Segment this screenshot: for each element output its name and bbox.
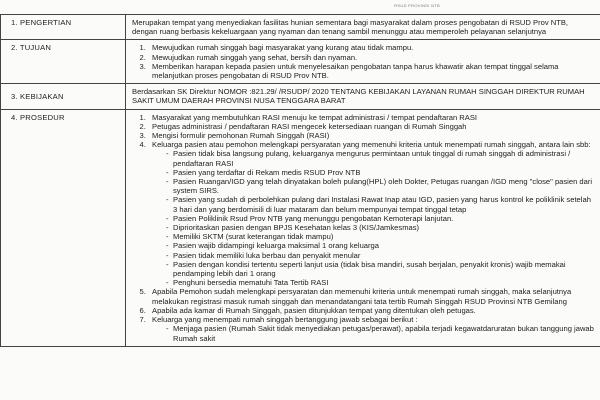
pengertian-text: Merupakan tempat yang menyediakan fasilitas hunian sementara bagi masyarakat dalam proses pengobatan di RSUD Prov NTB, dengan ruang berbasis kekeluargaan yang nyaman dan tenang sambil menunggu atau memperoleh pelayanan selanjutnya: [132, 18, 569, 37]
responsibility-item: - Menjaga pasien (Rumah Sakit tidak menyediakan petugas/perawat), apabila terjadi kegawatdaruratan bukan tanggung jawab Rumah sakit: [166, 324, 595, 342]
prosedur-item-text: Mengisi formulir pemohonan Rumah Singgah (RASI): [152, 131, 330, 141]
prosedur-item-text: Petugas administrasi / pendaftaran RASI mengecek ketersediaan ruangan di Rumah Singgah: [152, 121, 467, 131]
row-tujuan: [1, 40, 600, 84]
criteria-item: - Pasien Poliklinik Rsud Prov NTB yang menunggu pengobatan Kemoterapi lanjutan.: [166, 214, 595, 223]
prosedur-item-text: Masyarakat yang membutuhkan RASI menuju ke tempat administrasi / tempat pendaftaran RASI: [152, 112, 478, 122]
criteria-item: - Pasien tidak bisa langsung pulang, keluarganya mengurus permintaan untuk tinggal di rumah singgah di administrasi / pendaftaran RASI: [166, 149, 595, 167]
prosedur-item-text: Apabila Pemohon sudah melengkapi persyaratan dan memenuhi kriteria untuk menempati rumah singgah, maka selanjutnya melakukan registrasi masuk rumah singgah dan menandatangani tata tertib Rumah Singgah RSUD Provinsi NTB Gemilang: [152, 287, 572, 306]
prosedur-item: [148, 131, 595, 140]
prosedur-item: [148, 113, 595, 122]
label-cell-kebijakan: [1, 84, 126, 109]
prosedur-item-text: Apabila ada kamar di Rumah Singgah, pasien ditunjukkan tempat yang ditentukan oleh petugas.: [152, 305, 476, 315]
content-cell-kebijakan: [126, 84, 600, 109]
prosedur-item-text: Keluarga pasien atau pemohon melengkapi persyaratan yang memenuhi kriteria untuk menempati rumah singgah, antara lain sbb:: [152, 140, 591, 150]
criteria-item: - Memiliki SKTM (surat keterangan tidak mampu): [166, 232, 595, 241]
row-prosedur: [1, 109, 600, 346]
row-pengertian: [1, 15, 600, 40]
tujuan-item: 2. Mewujudkan rumah singgah yang sehat, bersih dan nyaman.: [148, 53, 595, 62]
prosedur-item: [148, 140, 595, 287]
criteria-item: - Diprioritaskan pasien dengan BPJS Kesehatan kelas 3 (KIS/Jamkesmas): [166, 223, 595, 232]
content-cell-pengertian: [126, 15, 600, 40]
row-label-tujuan: 2. TUJUAN: [11, 43, 52, 53]
label-cell-prosedur: [1, 109, 126, 346]
content-cell-tujuan: [126, 40, 600, 84]
row-kebijakan: [1, 84, 600, 109]
content-cell-prosedur: [126, 109, 600, 346]
document-header: [0, 0, 600, 15]
criteria-item: - Pasien tidak memiliki luka berbau dan penyakit menular: [166, 251, 595, 260]
prosedur-item-text: Keluarga yang menempati rumah singgah bertanggung jawab sebagai berikut :: [152, 315, 418, 325]
tujuan-item: 1. Mewujudkan rumah singgah bagi masyarakat yang kurang atau tidak mampu.: [148, 43, 595, 52]
prosedur-item: [148, 306, 595, 315]
prosedur-item: [148, 287, 595, 305]
criteria-item: - Pasien dengan kondisi tertentu seperti lanjut usia (tidak bisa mandiri, susah berjalan, penyakit kronis) wajib memakai pendamping lebih dari 1 orang: [166, 260, 595, 278]
criteria-item: - Pasien yang terdaftar di Rekam medis RSUD Prov NTB: [166, 168, 595, 177]
kebijakan-text: Berdasarkan SK Direktur NOMOR :821.29/ /RSUDP/ 2020 TENTANG KEBIJAKAN LAYANAN RUMAH SINGGAH DIREKTUR RUMAH SAKIT UMUM DAERAH PROVINSI NUSA TENGGARA BARAT: [132, 87, 585, 106]
row-label-prosedur: 4. PROSEDUR: [11, 112, 65, 122]
sop-table: [0, 14, 600, 347]
label-cell-pengertian: [1, 15, 126, 40]
row-label-kebijakan: 3. KEBIJAKAN: [11, 91, 64, 101]
tujuan-list: [132, 43, 595, 80]
label-cell-tujuan: [1, 40, 126, 84]
criteria-item: - Pasien Ruangan/IGD yang telah dinyatakan boleh pulang(HPL) oleh Dokter, Petugas ruangan /IGD meng "close" pasien dari system SIRS.: [166, 177, 595, 195]
criteria-list: [152, 149, 595, 287]
responsibility-list: [152, 324, 595, 342]
prosedur-item: [148, 122, 595, 131]
criteria-item: - Pasien wajib didampingi keluarga maksimal 1 orang keluarga: [166, 241, 595, 250]
prosedur-item: [148, 315, 595, 343]
page-bottom-fade: [0, 388, 600, 400]
prosedur-list: [132, 113, 595, 343]
row-label-pengertian: 1. PENGERTIAN: [11, 18, 72, 27]
criteria-item: - Penghuni bersedia mematuhi Tata Tertib RASI: [166, 278, 595, 287]
header-text: RSUD PROVINSI NTB: [394, 3, 440, 8]
criteria-item: - Pasien yang sudah di perbolehkan pulang dari Instalasi Rawat Inap atau IGD, pasien yang harus kontrol ke poliklinik setelah 3 hari dan yang berdomisili di luar mataram dan belum mempunyai tempat tinggal tetap: [166, 195, 595, 213]
tujuan-item: 3. Memberikan harapan kepada pasien untuk menyelesaikan pengobatan tanpa harus khawatir akan tempat tinggal selama melanjutkan proses pengobatan di RSUD Prov NTB.: [148, 62, 595, 80]
